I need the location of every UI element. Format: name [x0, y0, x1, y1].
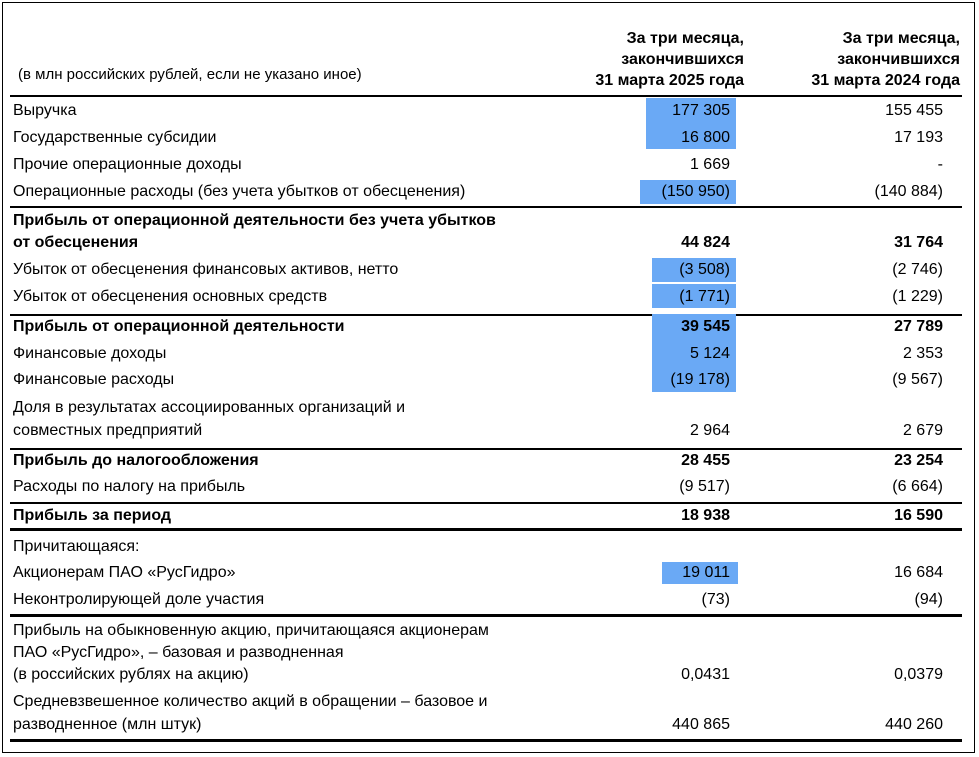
value-2025: 16 800 [681, 129, 730, 146]
bottom-rule [10, 739, 962, 742]
column-header-2024-line1: За три месяца, [842, 30, 960, 47]
row-label: Государственные субсидии [13, 129, 217, 146]
row-label: Средневзвешенное количество акций в обращении – базовое и [13, 693, 488, 710]
row-label: Финансовые доходы [13, 345, 167, 362]
row-label: Акционерам ПАО «РусГидро» [13, 564, 236, 581]
value-2025: (73) [701, 591, 730, 608]
value-2025: 39 545 [681, 318, 730, 335]
value-2024: 2 353 [902, 345, 943, 362]
row-label-cont: совместных предприятий [13, 422, 203, 439]
row-label: Прибыль от операционной деятельности без учета убытков [13, 212, 496, 229]
value-2025: 18 938 [681, 507, 730, 524]
total-rule [10, 614, 962, 617]
value-2025: 19 011 [682, 564, 730, 581]
value-2024: 23 254 [894, 452, 943, 469]
total-rule [10, 528, 962, 531]
value-2025: 2 964 [689, 422, 730, 439]
row-label: Выручка [13, 102, 77, 119]
value-2025: (3 508) [679, 261, 730, 278]
column-header-2024-line2: закончившихся [837, 51, 960, 68]
value-2024: 27 789 [894, 318, 943, 335]
value-2025: 5 124 [689, 345, 730, 362]
value-2024: (2 746) [892, 261, 943, 278]
row-label-cont: ПАО «РусГидро», – базовая и разводненная [13, 644, 344, 661]
value-2024: 31 764 [894, 234, 943, 251]
row-label: Прибыль на обыкновенную акцию, причитающаяся акционерам [13, 622, 489, 639]
value-2024: 155 455 [885, 102, 943, 119]
row-label: Доля в результатах ассоциированных организаций и [13, 399, 406, 416]
row-label: Прибыль за период [13, 507, 172, 524]
value-2024: 17 193 [894, 129, 943, 146]
value-2024: (9 567) [892, 371, 943, 388]
row-label: Прибыль до налогообложения [13, 452, 259, 469]
value-2024: 0,0379 [894, 666, 943, 683]
value-2025: 28 455 [681, 452, 730, 469]
section-rule [10, 314, 962, 316]
row-label: Прибыль от операционной деятельности [13, 318, 345, 335]
value-2025: 440 865 [672, 716, 730, 733]
value-2025: (1 771) [679, 288, 730, 305]
column-header-2025-line3: 31 марта 2025 года [595, 72, 744, 89]
value-2024: - [937, 156, 943, 173]
value-2024: (140 884) [874, 183, 943, 200]
column-header-2025-line2: закончившихся [621, 51, 744, 68]
row-label-cont: (в российских рублях на акцию) [13, 666, 249, 683]
row-label-cont: разводненное (млн штук) [13, 716, 202, 733]
row-label: Неконтролирующей доле участия [13, 591, 265, 608]
value-2024: 16 684 [894, 564, 943, 581]
value-2024: 16 590 [894, 507, 943, 524]
value-2025: 1 669 [689, 156, 730, 173]
value-2024: (6 664) [892, 478, 943, 495]
value-2025: (9 517) [679, 478, 730, 495]
section-rule [10, 206, 962, 208]
value-2024: 440 260 [885, 716, 943, 733]
row-label: Операционные расходы (без учета убытков от обесценения) [13, 183, 466, 200]
row-label-cont: от обесценения [13, 234, 139, 251]
value-2024: 2 679 [902, 422, 943, 439]
row-label: Прочие операционные доходы [13, 156, 242, 173]
row-label: Финансовые расходы [13, 371, 175, 388]
value-2025: 0,0431 [681, 666, 730, 683]
section-rule [10, 448, 962, 450]
header-rule [10, 95, 962, 97]
column-header-2024 [750, 28, 960, 91]
section-rule [10, 502, 962, 504]
units-note: (в млн российских рублей, если не указано иное) [18, 66, 362, 83]
column-header-2025 [548, 28, 744, 91]
column-header-2024-line3: 31 марта 2024 года [811, 72, 960, 89]
value-2024: (1 229) [892, 288, 943, 305]
value-2025: (19 178) [670, 371, 730, 388]
value-2024: (94) [914, 591, 943, 608]
value-2025: 177 305 [672, 102, 730, 119]
row-label: Расходы по налогу на прибыль [13, 478, 246, 495]
column-header-2025-line1: За три месяца, [626, 30, 744, 47]
value-2025: 44 824 [681, 234, 730, 251]
row-label: Убыток от обесценения основных средств [13, 288, 328, 305]
row-label: Убыток от обесценения финансовых активов, нетто [13, 261, 399, 278]
value-2025: (150 950) [661, 183, 730, 200]
row-label: Причитающаяся: [13, 538, 140, 555]
